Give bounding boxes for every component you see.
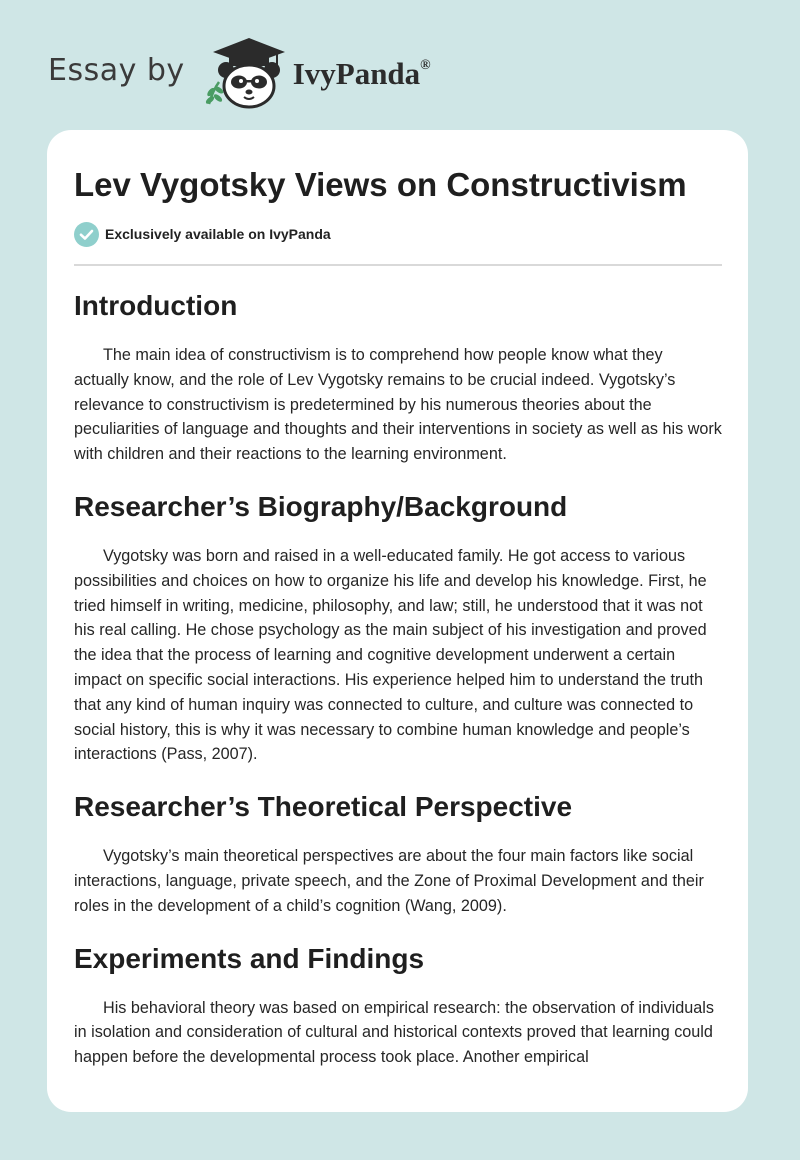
section-paragraph: Vygotsky was born and raised in a well-educated family. He got access to various possibilities and choices on how to organize his life and develop his knowledge. First, he tried himself in writing, medicine, philosophy, and law; still, he understood that it was not his real calling. He chose psychology as the main subject of his investigation and proved the idea that the process of learning and cognitive development underwent a certain impact on specific social interactions. His experience helped him to understand the truth that any kind of human inquiry was connected to culture, and culture was connected to social history, this is why it was necessary to combine human knowledge and people’s interactions (Pass, 2007). [74, 546, 707, 764]
page-title: Lev Vygotsky Views on Constructivism [74, 166, 687, 203]
title-divider [74, 264, 722, 266]
section-biography [74, 487, 722, 767]
essay-card [47, 130, 748, 1112]
essay-by-label: Essay by [48, 52, 185, 88]
section-heading: Introduction [74, 290, 238, 321]
section-paragraph: Vygotsky’s main theoretical perspectives are about the four main factors like social interactions, language, private speech, and the Zone of Proximal Development and their roles in the development of a child’s cognition (Wang, 2009). [74, 847, 704, 915]
badge-label: Exclusively available on IvyPanda [105, 226, 331, 242]
panda-logo-icon[interactable] [199, 34, 291, 110]
section-heading: Experiments and Findings [74, 942, 425, 974]
exclusive-badge [74, 220, 722, 248]
section-introduction [74, 286, 722, 467]
section-theoretical-perspective [74, 787, 722, 918]
registered-mark: ® [420, 58, 431, 73]
section-paragraph: His behavioral theory was based on empirical research: the observation of individuals in isolation and consideration of cultural and historical contexts proved that learning could happen before the developmental process took place. Another empirical [74, 998, 714, 1067]
section-paragraph: The main idea of constructivism is to comprehend how people know what they actually know, and the role of Lev Vygotsky remains to be crucial indeed. Vygotsky’s relevance to constructivism is predetermined by his numerous theories about the peculiarities of language and thoughts and their interventions in society as well as his work with children and their reactions to the learning environment. [74, 346, 722, 464]
brand-name[interactable]: IvyPanda® [292, 56, 431, 91]
section-heading: Researcher’s Theoretical Perspective [74, 791, 573, 823]
section-heading: Researcher’s Biography/Background [74, 490, 568, 522]
check-circle-icon [74, 222, 99, 247]
section-experiments [74, 939, 722, 1070]
site-header [48, 34, 431, 110]
